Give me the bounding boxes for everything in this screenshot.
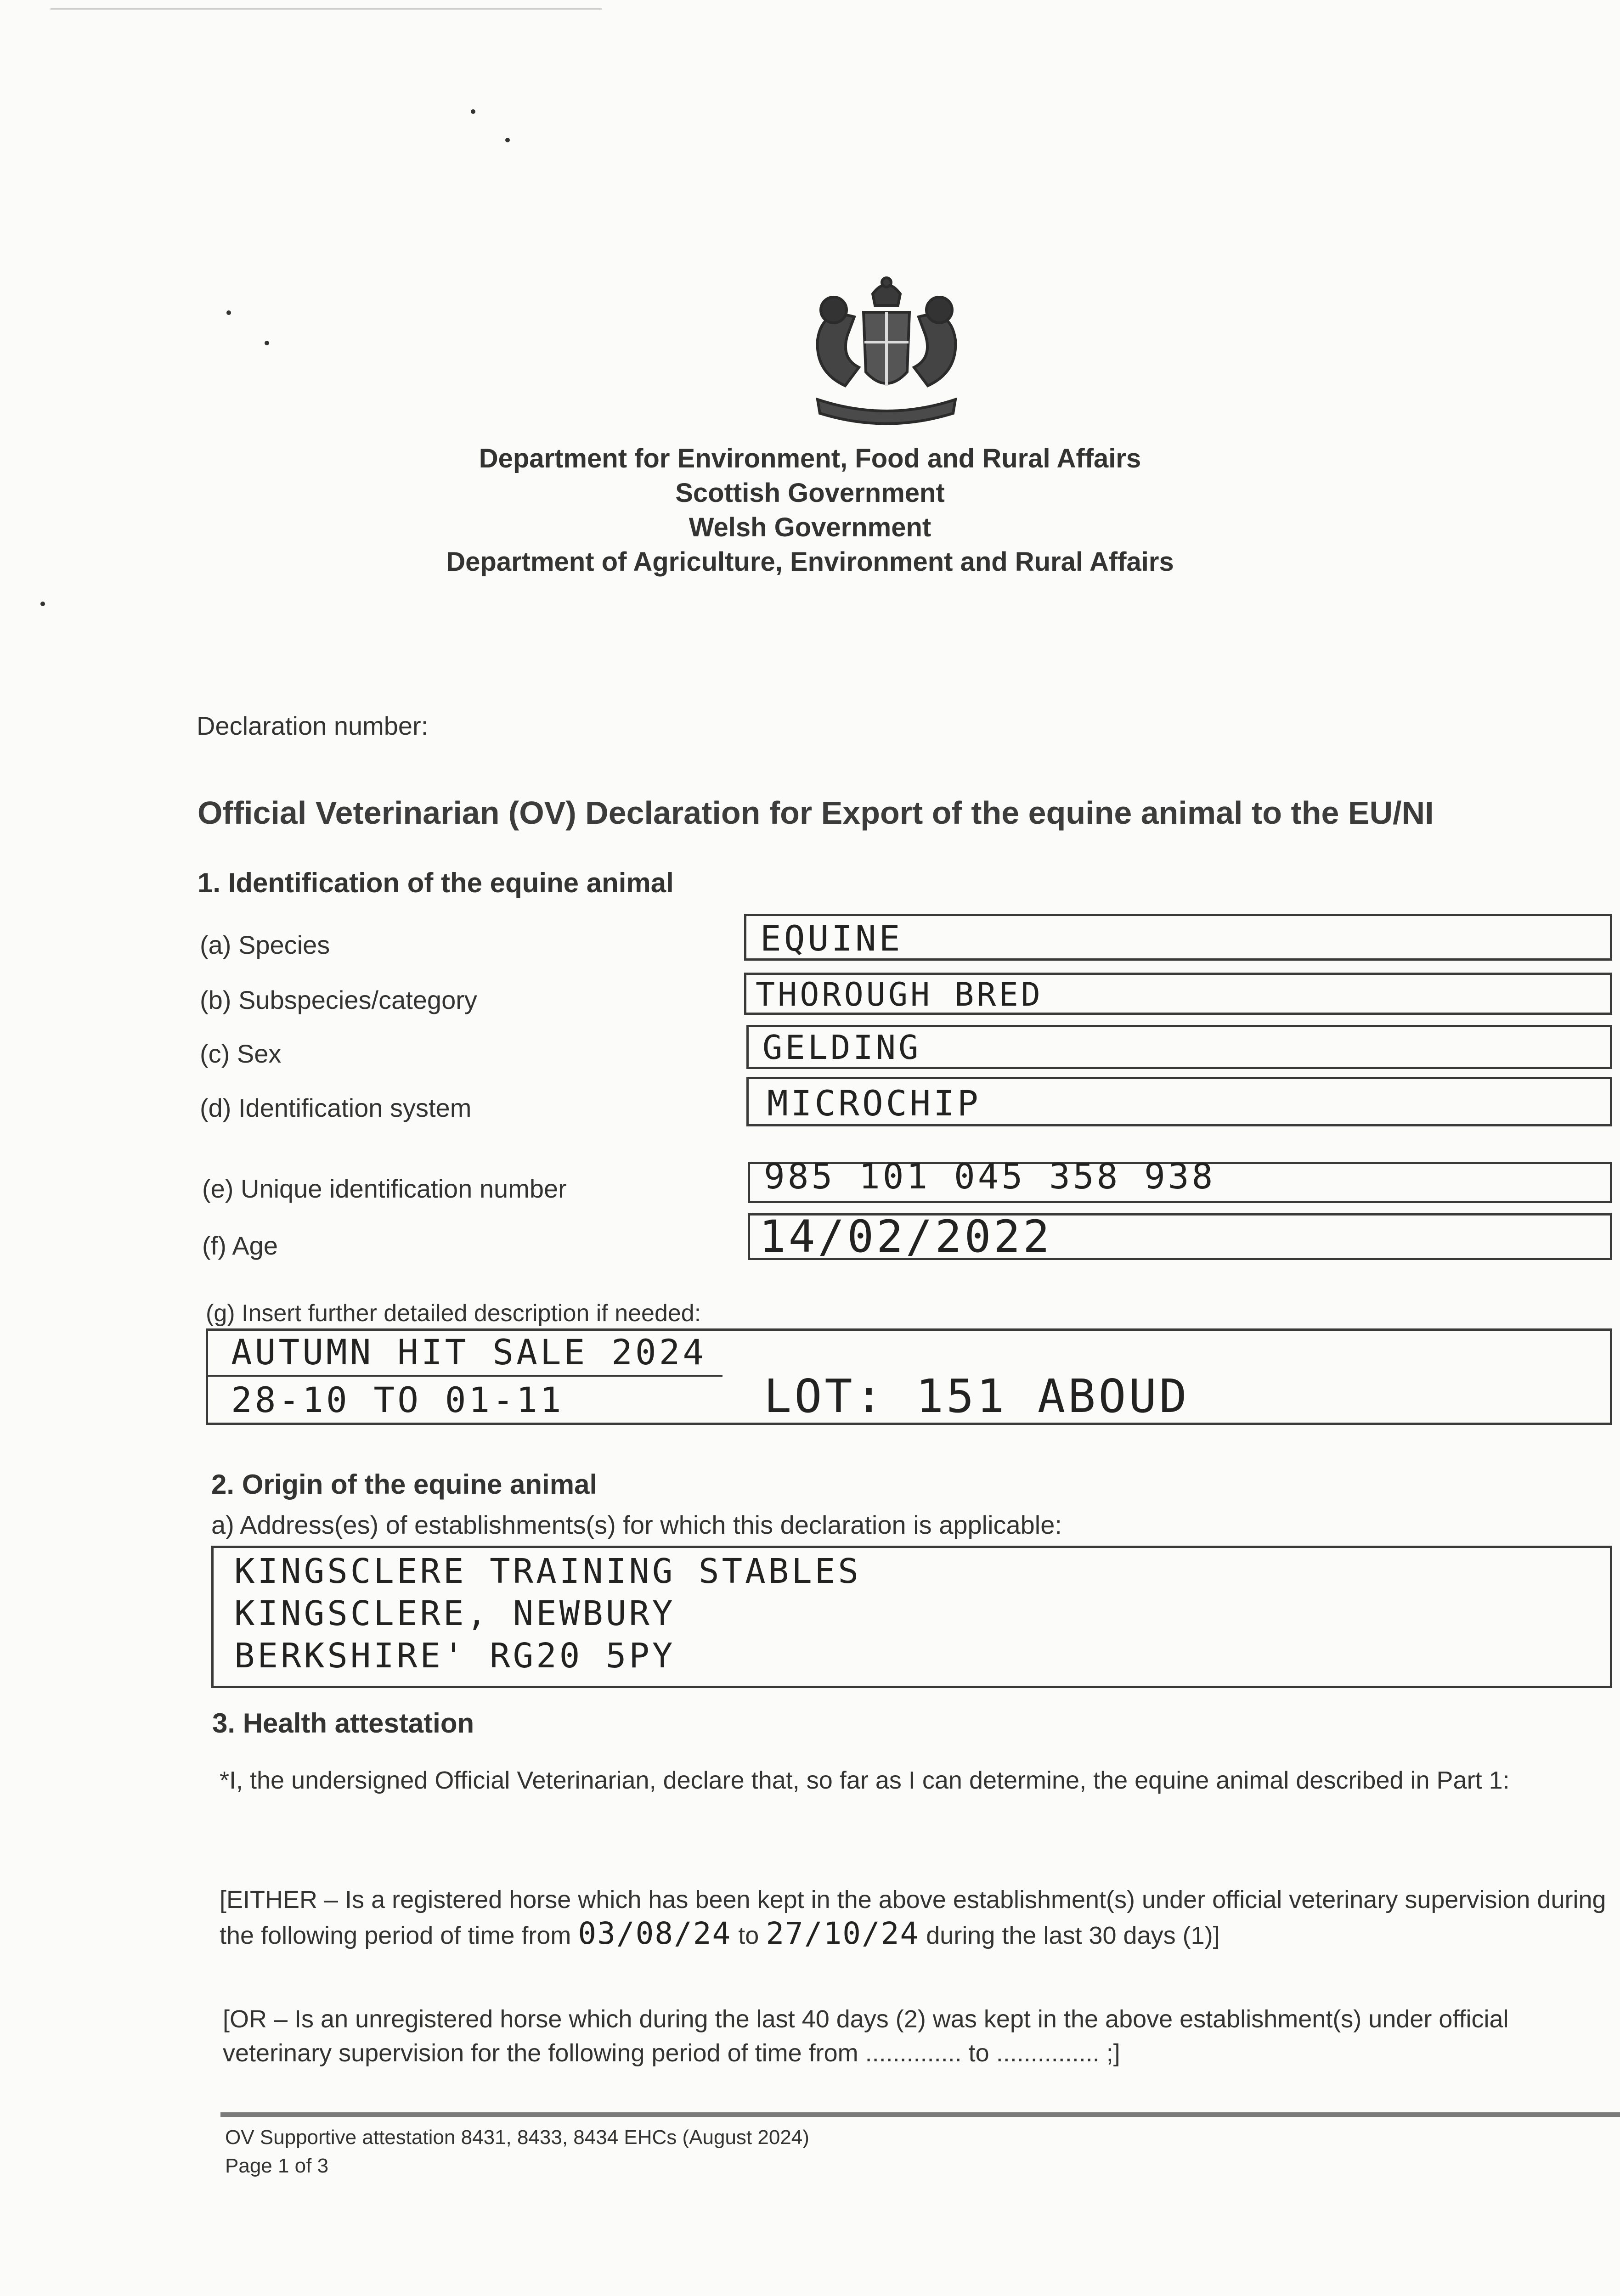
either-to-date: 27/10/24 — [766, 1916, 920, 1951]
further-description-box[interactable] — [206, 1328, 1612, 1425]
address-line-3: BERKSHIRE' RG20 5PY — [234, 1636, 676, 1676]
department-name: Scottish Government — [675, 478, 945, 508]
address-box[interactable] — [211, 1546, 1612, 1688]
subspecies-value: THOROUGH BRED — [756, 976, 1043, 1013]
form-title: Official Veterinarian (OV) Declaration for Export of the equine animal to the EU/NI — [198, 795, 1434, 831]
either-from-date: 03/08/24 — [578, 1916, 732, 1951]
scan-speck — [226, 310, 231, 315]
footer-attestation: OV Supportive attestation 8431, 8433, 8434 EHCs (August 2024) — [225, 2126, 809, 2149]
either-clause-text: [EITHER – Is a registered horse which has been kept in the above establishment(s) under official veterinary supervision during the following period of time from — [220, 1886, 1606, 1949]
age-value: 14/02/2022 — [759, 1211, 1052, 1262]
scan-speck — [265, 341, 269, 345]
further-description-line-2-left: 28-10 TO 01-11 — [231, 1379, 564, 1420]
age-label: (f) Age — [202, 1231, 278, 1260]
department-name: Welsh Government — [689, 512, 931, 542]
unique-id-field[interactable] — [748, 1156, 1612, 1203]
scan-speck — [505, 138, 510, 142]
declaration-number-label: Declaration number: — [197, 711, 429, 740]
royal-coat-of-arms-icon — [790, 266, 983, 427]
species-field[interactable] — [744, 914, 1612, 961]
scan-speck — [40, 602, 45, 606]
species-value: EQUINE — [760, 918, 903, 959]
further-description-line-2-right: LOT: 151 ABOUD — [764, 1369, 1190, 1423]
department-name: Department for Environment, Food and Rural Affairs — [479, 444, 1141, 473]
species-label: (a) Species — [200, 930, 330, 959]
identification-system-field[interactable] — [746, 1077, 1612, 1126]
sex-value: GELDING — [762, 1028, 921, 1067]
attestation-intro: *I, the undersigned Official Veterinarian, declare that, so far as I can determine, the equine animal described in Part 1: — [220, 1767, 1510, 1794]
age-field[interactable] — [748, 1213, 1612, 1260]
address-line-2: KINGSCLERE, NEWBURY — [234, 1594, 676, 1633]
scan-top-line — [51, 8, 602, 10]
address-line-1: KINGSCLERE TRAINING STABLES — [234, 1552, 861, 1591]
section-2-subheading: a) Address(es) of establishments(s) for which this declaration is applicable: — [211, 1510, 1062, 1539]
further-description-line-1: AUTUMN HIT SALE 2024 — [231, 1332, 707, 1373]
or-clause: [OR – Is an unregistered horse which during the last 40 days (2) was kept in the above establishment(s) under official veterinary supervision for the following period of time from .............. to ............... ;] — [223, 2005, 1509, 2067]
identification-system-label: (d) Identification system — [200, 1093, 472, 1122]
further-description-divider — [208, 1375, 723, 1377]
further-description-label: (g) Insert further detailed description if needed: — [206, 1300, 701, 1327]
unique-id-label: (e) Unique identification number — [202, 1174, 567, 1203]
scan-speck — [471, 109, 475, 114]
sex-label: (c) Sex — [200, 1039, 282, 1068]
section-2-heading: 2. Origin of the equine animal — [211, 1469, 598, 1500]
department-name: Department of Agriculture, Environment and Rural Affairs — [446, 547, 1174, 577]
subspecies-field[interactable] — [744, 973, 1612, 1015]
section-1-heading: 1. Identification of the equine animal — [198, 867, 674, 898]
subspecies-label: (b) Subspecies/category — [200, 985, 477, 1014]
footer-divider — [220, 2112, 1620, 2117]
either-to-word: to — [738, 1922, 759, 1949]
sex-field[interactable] — [746, 1025, 1612, 1069]
unique-id-value: 985 101 045 358 938 — [764, 1156, 1216, 1197]
either-clause-end: during the last 30 days (1)] — [926, 1922, 1220, 1949]
identification-system-value: MICROCHIP — [767, 1083, 981, 1124]
section-3-heading: 3. Health attestation — [212, 1708, 474, 1739]
either-clause — [220, 1883, 1616, 1953]
page-number: Page 1 of 3 — [225, 2155, 329, 2177]
